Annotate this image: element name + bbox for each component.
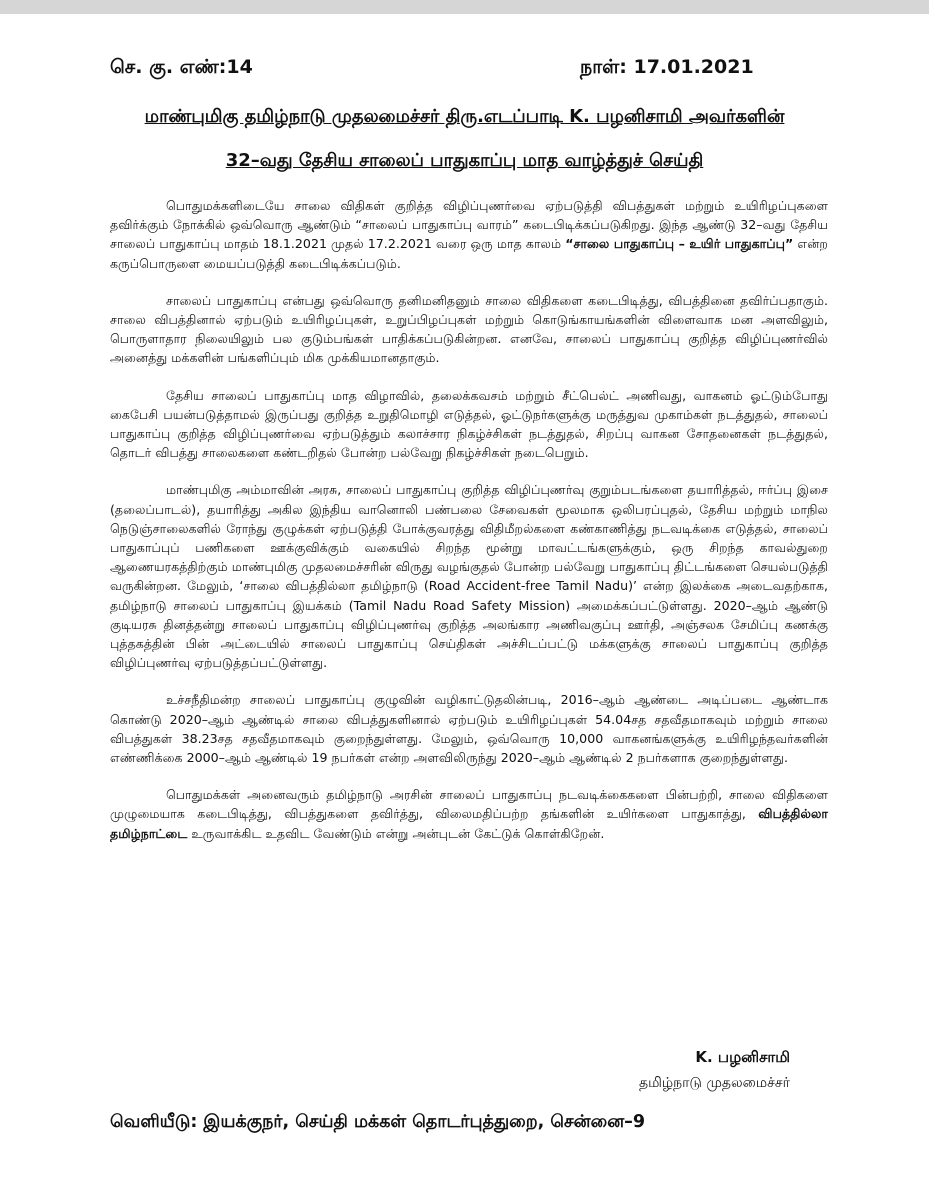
paragraph-4: மாண்புமிகு அம்மாவின் அரசு, சாலைப் பாதுகாப்பு குறித்த விழிப்புணர்வு குறும்படங்களை தயாரித்தல், ஈர்ப்பு இசை (தலைப்பாடல்), தயாரித்து அகில இந்திய வானொலி பண்பலை சேவைகள் மூலமாக ஒலிபரப்புதல், தேசிய மற்றும் மாநில நெடுஞ்சாலைகளில் ரோந்து குழுக்கள் ஏற்படுத்தி போக்குவரத்து விதிமீறல்களை கண்காணித்து நடவடிக்கை எடுத்தல், சாலைப் பாதுகாப்புப் பணிகளை ஊக்குவிக்கும் வகையில் சிறந்த மூன்று மாவட்டங்களுக்கும், ஒரு சிறந்த காவல்துறை ஆணையரகத்திற்கும் மாண்புமிகு முதலமைச்சரின் விருது வழங்குதல் போன்ற பல்வேறு பாதுகாப்பு திட்டங்களை செயல்படுத்தி வருகின்றன. மேலும், ‘சாலை விபத்தில்லா தமிழ்நாடு (Road Accident-free Tamil Nadu)’ என்ற இலக்கை அடைவதற்காக, தமிழ்நாடு சாலைப் பாதுகாப்பு இயக்கம் (Tamil Nadu Road Safety Mission) அமைக்கப்பட்டுள்ளது. 2020–ஆம் ஆண்டு குடியரசு தினத்தன்று சாலைப் பாதுகாப்பு விழிப்புணர்வு குறித்த அலங்கார அணிவகுப்பு ஊர்தி, அஞ்சலக சேமிப்பு கணக்கு புத்தகத்தின் பின் அட்டையில் சாலைப் பாதுகாப்பு செய்திகள் அச்சிடப்பட்டு மக்களுக்கு சாலைப் பாதுகாப்பு குறித்த விழிப்புணர்வு ஏற்படுத்தப்பட்டுள்ளது. xyxy=(110,482,828,671)
paragraph-1-theme: “சாலை பாதுகாப்பு – உயிர் பாதுகாப்பு” xyxy=(565,236,794,252)
paragraph-6-text: பொதுமக்கள் அனைவரும் தமிழ்நாடு அரசின் சாலைப் பாதுகாப்பு நடவடிக்கைகளை பின்பற்றி, சாலை விதிகளை முழுமையாக கடைபிடித்து, விபத்துகளை தவிர்த்து, விலைமதிப்பற்ற தங்களின் உயிர்களை பாதுகாத்து, xyxy=(110,787,828,822)
document-title: மாண்புமிகு தமிழ்நாடு முதலமைச்சர் திரு.எடப்பாடி K. பழனிசாமி அவர்களின் xyxy=(144,106,785,127)
paragraph-6-emphasis: விபத்தில்லா தமிழ்நாட்டை xyxy=(110,806,828,841)
window-top-strip xyxy=(0,0,929,14)
paragraph-6-text-end: உருவாக்கிட உதவிட வேண்டும் என்று அன்புடன் கேட்டுக் கொள்கிறேன். xyxy=(187,825,605,841)
signatory-designation: தமிழ்நாடு முதலமைச்சர் xyxy=(638,1075,790,1091)
document-subtitle: 32–வது தேசிய சாலைப் பாதுகாப்பு மாத வாழ்த்துச் செய்தி xyxy=(225,150,704,171)
message-body xyxy=(110,196,828,861)
release-date: நாள்: 17.01.2021 xyxy=(580,56,754,78)
press-release-page xyxy=(0,14,929,1200)
release-footer: வெளியீடு: இயக்குநர், செய்தி மக்கள் தொடர்புத்துறை, சென்னை–9 xyxy=(110,1112,646,1132)
reference-number: செ. கு. எண்:14 xyxy=(110,56,253,78)
paragraph-1-text: பொதுமக்களிடையே சாலை விதிகள் குறித்த விழிப்புணர்வை ஏற்படுத்தி விபத்துகள் மற்றும் உயிரிழப்புகளை தவிர்க்கும் நோக்கில் ஒவ்வொரு ஆண்டும் “சாலைப் பாதுகாப்பு வாரம்” கடைபிடிக்கப்படுகிறது. இந்த ஆண்டு 32–வது தேசிய சாலைப் பாதுகாப்பு மாதம் 18.1.2021 முதல் 17.2.2021 வரை ஒரு மாத காலம் xyxy=(110,198,828,252)
paragraph-1-text-end: என்ற கருப்பொருளை மையப்படுத்தி கடைபிடிக்கப்படும். xyxy=(110,236,828,271)
signature-block xyxy=(560,1044,790,1096)
signatory-name: K. பழனிசாமி xyxy=(695,1048,790,1066)
paragraph-2: சாலைப் பாதுகாப்பு என்பது ஒவ்வொரு தனிமனிதனும் சாலை விதிகளை கடைபிடித்து, விபத்தினை தவிர்ப்பதாகும். சாலை விபத்தினால் ஏற்படும் உயிரிழப்புகள், உறுப்பிழப்புகள் மற்றும் கொடுங்காயங்களின் விளைவாக மன அளவிலும், பொருளாதார நிலையிலும் பல குடும்பங்கள் பாதிக்கப்படுகின்றன. எனவே, சாலைப் பாதுகாப்பு குறித்த விழிப்புணர்வில் அனைத்து மக்களின் பங்களிப்பும் மிக முக்கியமானதாகும். xyxy=(110,292,828,366)
paragraph-5: உச்சநீதிமன்ற சாலைப் பாதுகாப்பு குழுவின் வழிகாட்டுதலின்படி, 2016–ஆம் ஆண்டை அடிப்படை ஆண்டாக கொண்டு 2020–ஆம் ஆண்டில் சாலை விபத்துகளினால் ஏற்படும் உயிரிழப்புகள் 54.04சத சதவீதமாகவும் மற்றும் சாலை விபத்துகள் 38.23சத சதவீதமாகவும் குறைந்துள்ளது. மேலும், ஒவ்வொரு 10,000 வாகனங்களுக்கு உயிரிழந்தவர்களின் எண்ணிக்கை 2000–ஆம் ஆண்டில் 19 நபர்கள் என்ற அளவிலிருந்து 2020–ஆம் ஆண்டில் 2 நபர்களாக குறைந்துள்ளது. xyxy=(110,692,828,766)
paragraph-1 xyxy=(110,196,828,273)
paragraph-6 xyxy=(110,785,828,843)
paragraph-3: தேசிய சாலைப் பாதுகாப்பு மாத விழாவில், தலைக்கவசம் மற்றும் சீட்பெல்ட் அணிவது, வாகனம் ஓட்டும்போது கைபேசி பயன்படுத்தாமல் இருப்பது குறித்த உறுதிமொழி எடுத்தல், ஓட்டுநர்களுக்கு மருத்துவ முகாம்கள் நடத்துதல், சாலைப் பாதுகாப்பு குறித்த விழிப்புணர்வை ஏற்படுத்தும் கலாச்சார நிகழ்ச்சிகள் நடத்துதல், சிறப்பு வாகன சோதனைகள் நடத்துதல், தொடர் விபத்து சாலைகளை கண்டறிதல் போன்ற பல்வேறு நிகழ்ச்சிகள் நடைபெறும். xyxy=(110,387,828,461)
